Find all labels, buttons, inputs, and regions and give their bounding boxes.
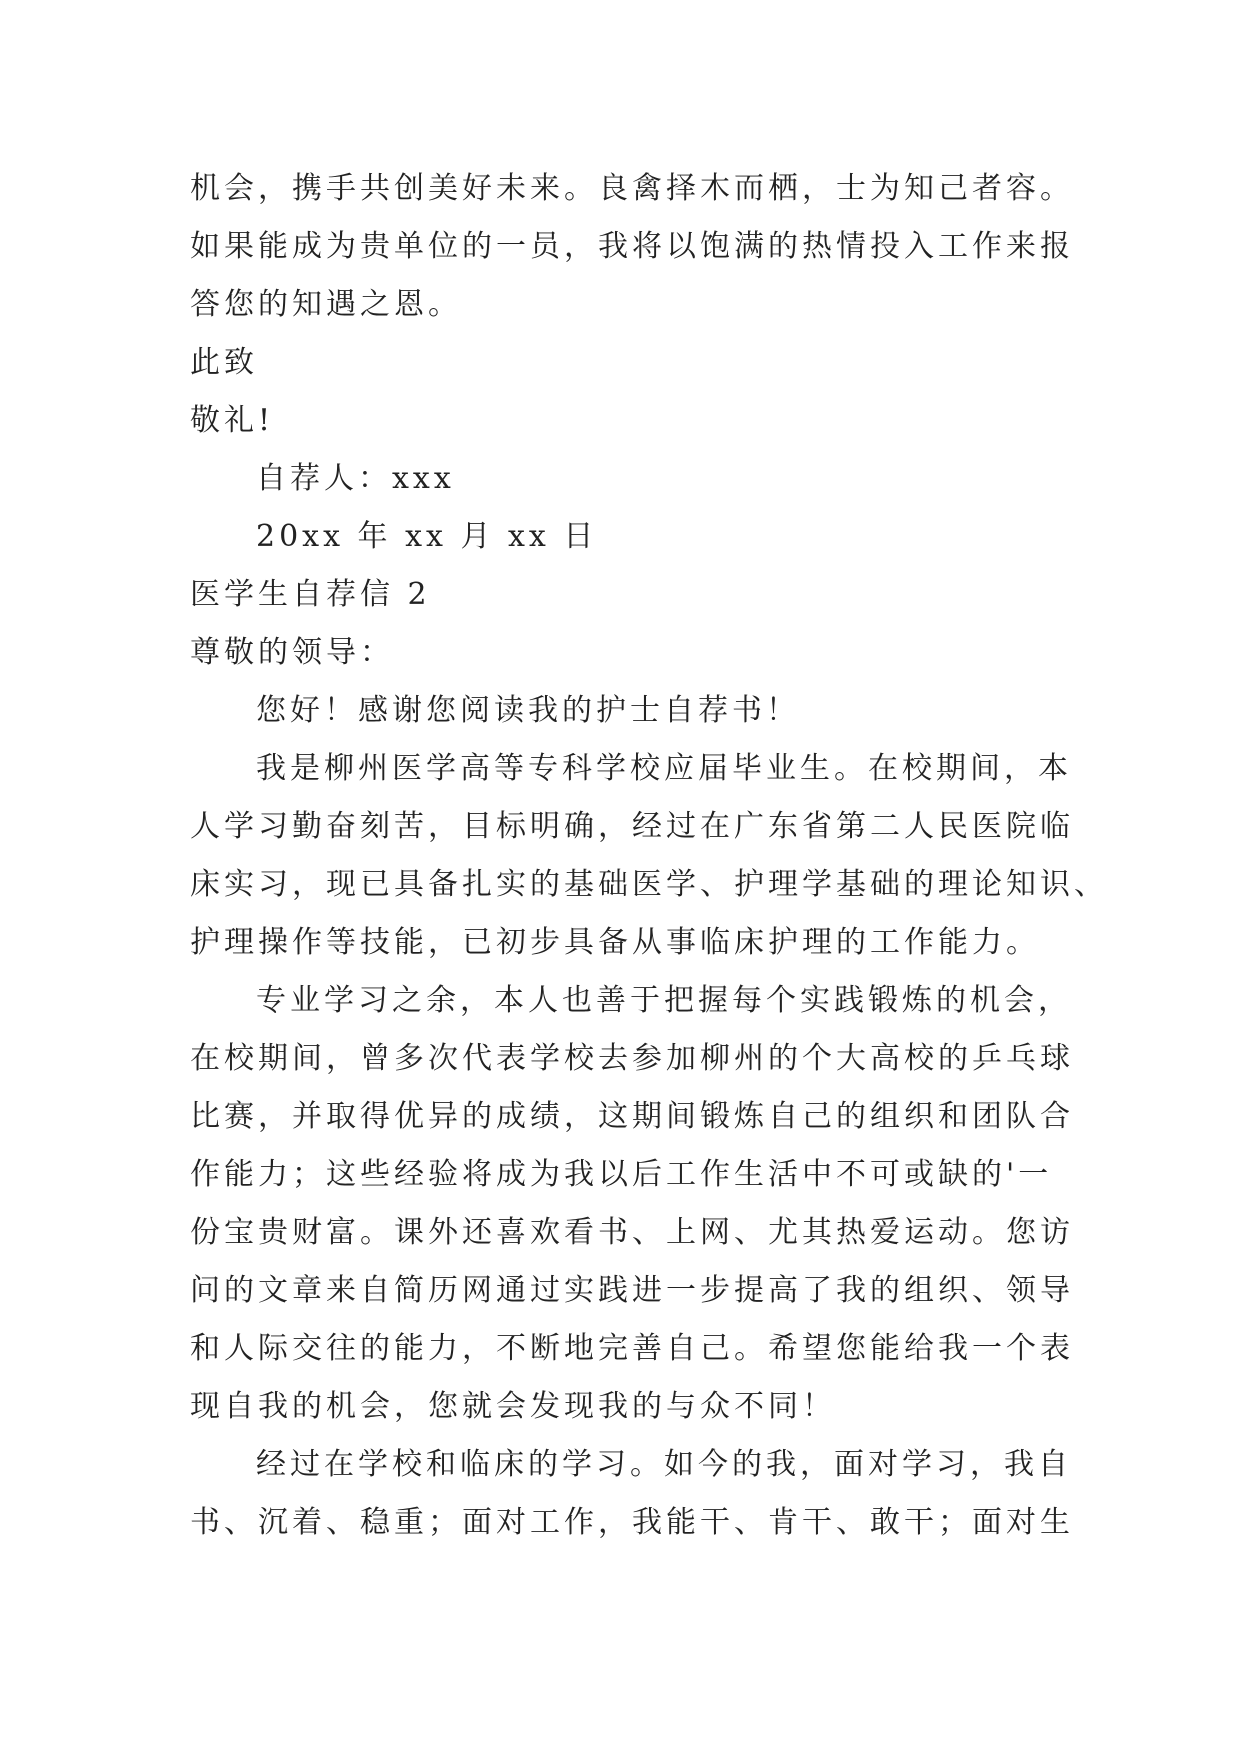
letter-body: [190, 160, 1108, 1552]
paragraph-line: 专业学习之余，本人也善于把握每个实践锻炼的机会，: [256, 983, 1072, 1018]
paragraph-line: 书、沉着、稳重；面对工作，我能干、肯干、敢干；面对生: [190, 1505, 1074, 1540]
paragraph-line: 答您的知遇之恩。: [190, 287, 462, 322]
paragraph-line: 问的文章来自简历网通过实践进一步提高了我的组织、领导: [190, 1273, 1074, 1308]
paragraph-line: 和人际交往的能力，不断地完善自己。希望您能给我一个表: [190, 1331, 1074, 1366]
paragraph-line: 人学习勤奋刻苦，目标明确，经过在广东省第二人民医院临: [190, 809, 1074, 844]
date-line: 20xx 年 xx 月 xx 日: [256, 519, 598, 554]
paragraph-line: 护理操作等技能，已初步具备从事临床护理的工作能力。: [190, 925, 1040, 960]
paragraph-line: 机会，携手共创美好未来。良禽择木而栖，士为知己者容。: [190, 171, 1074, 206]
paragraph-line: 您好！感谢您阅读我的护士自荐书！: [256, 693, 800, 728]
closing-salutation: 此致: [190, 345, 258, 380]
greeting-line: 尊敬的领导：: [190, 635, 394, 670]
closing-respect: 敬礼!: [190, 403, 275, 438]
section-title: 医学生自荐信 2: [190, 577, 431, 612]
paragraph-line: 在校期间，曾多次代表学校去参加柳州的个大高校的乒乓球: [190, 1041, 1074, 1076]
paragraph-line: 我是柳州医学高等专科学校应届毕业生。在校期间，本: [256, 751, 1072, 786]
paragraph-line: 床实习，现已具备扎实的基础医学、护理学基础的理论知识、: [190, 867, 1108, 902]
paragraph-line: 份宝贵财富。课外还喜欢看书、上网、尤其热爱运动。您访: [190, 1215, 1074, 1250]
paragraph-line: 比赛，并取得优异的成绩，这期间锻炼自己的组织和团队合: [190, 1099, 1074, 1134]
paragraph-line: 作能力；这些经验将成为我以后工作生活中不可或缺的'一: [190, 1157, 1053, 1192]
paragraph-line: 如果能成为贵单位的一员，我将以饱满的热情投入工作来报: [190, 229, 1074, 264]
paragraph-line: 经过在学校和临床的学习。如今的我，面对学习，我自: [256, 1447, 1072, 1482]
paragraph-line: 现自我的机会，您就会发现我的与众不同！: [190, 1389, 836, 1424]
signature-line: 自荐人：xxx: [256, 461, 455, 496]
